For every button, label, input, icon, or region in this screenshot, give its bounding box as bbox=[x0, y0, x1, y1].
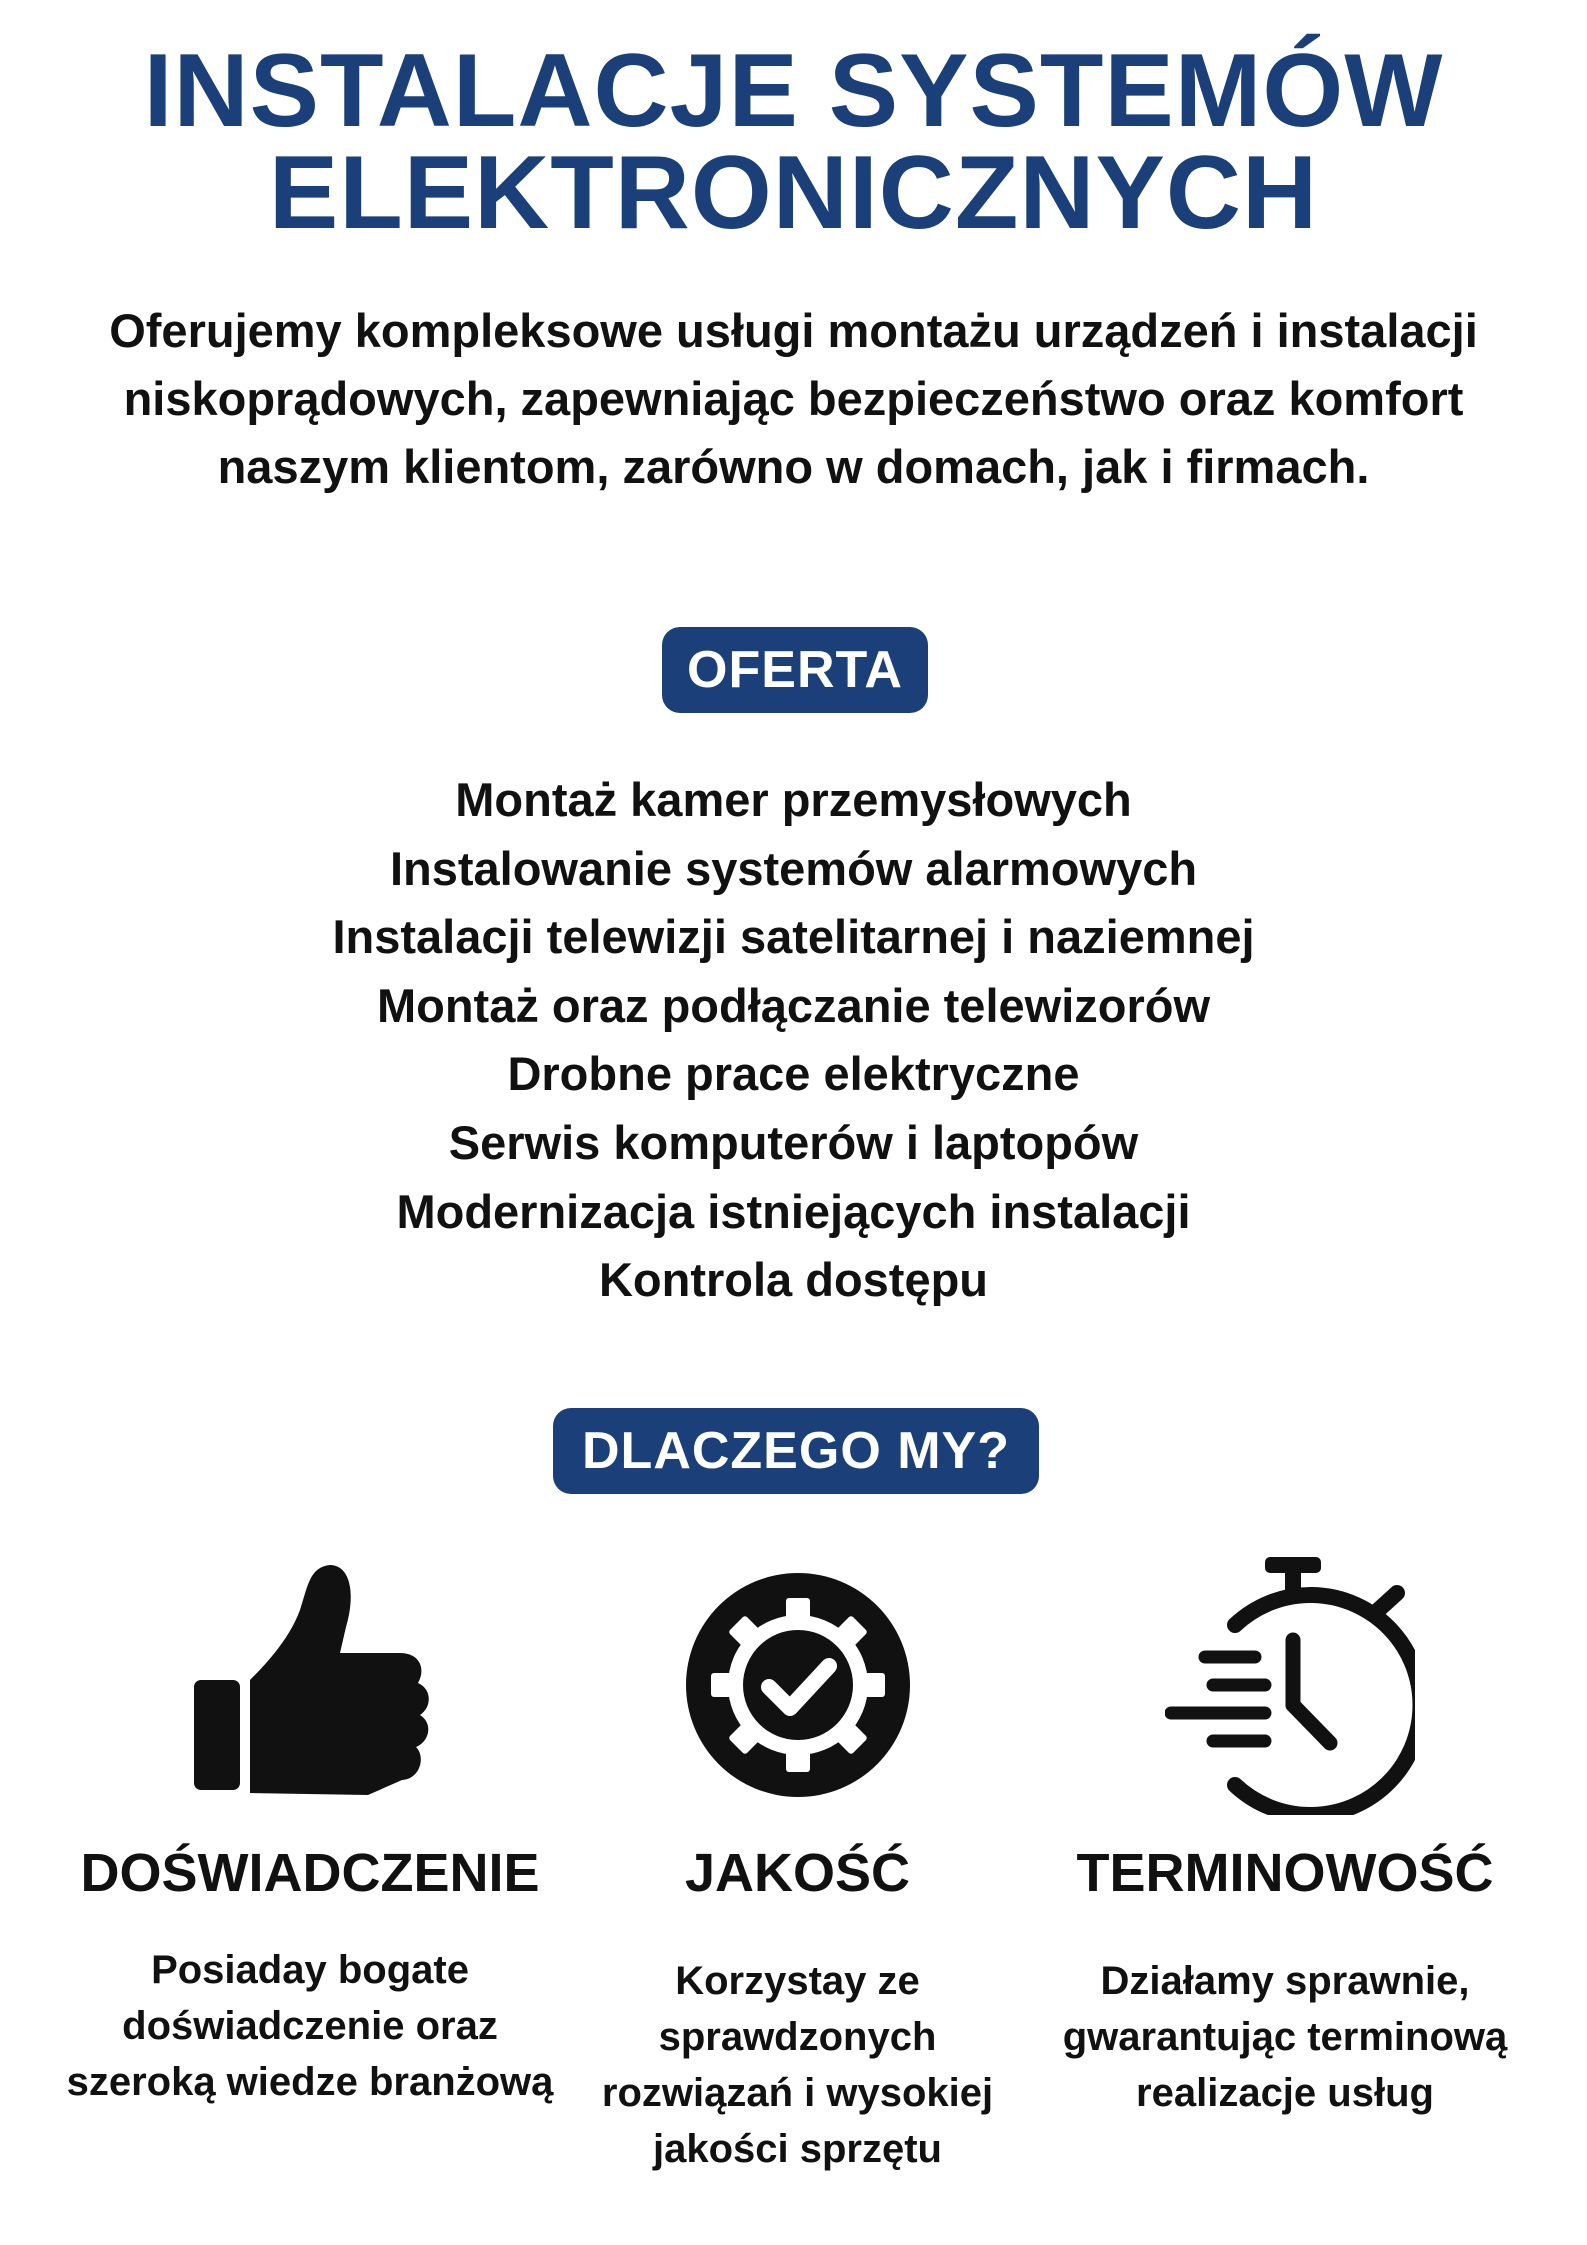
offer-item: Instalacji telewizji satelitarnej i naziemnej bbox=[332, 910, 1255, 964]
stopwatch-icon bbox=[1165, 1555, 1415, 1815]
feature-desc-quality: Korzystay ze sprawdzonych rozwiązań i wysokiej jakości sprzętu bbox=[601, 1959, 994, 2171]
page-title bbox=[0, 33, 1587, 251]
offer-item: Serwis komputerów i laptopów bbox=[448, 1115, 1139, 1169]
title-line-1: INSTALACJE SYSTEMÓW bbox=[143, 33, 1444, 149]
offer-item: Instalowanie systemów alarmowych bbox=[389, 841, 1198, 895]
feature-title-timeliness: TERMINOWOŚĆ bbox=[1076, 1843, 1494, 1903]
offer-heading-badge: OFERTA bbox=[662, 627, 928, 713]
feature-desc-timeliness: Działamy sprawnie, gwarantując terminową realizacje usług bbox=[1062, 1959, 1508, 2115]
offer-item: Montaż kamer przemysłowych bbox=[455, 773, 1132, 826]
offer-list bbox=[0, 766, 1587, 1315]
feature-title-quality: JAKOŚĆ bbox=[684, 1843, 911, 1903]
intro-text: Oferujemy kompleksowe usługi montażu urządzeń i instalacji niskoprądowych, zapewniając bezpieczeństwo oraz komfort naszym klientom, zarówno w domach, jak i firmach. bbox=[109, 304, 1478, 493]
offer-item: Modernizacja istniejących instalacji bbox=[396, 1184, 1191, 1238]
title-line-2: ELEKTRONICZNYCH bbox=[268, 135, 1319, 251]
offer-item: Kontrola dostępu bbox=[598, 1253, 989, 1307]
thumbs-up-icon bbox=[190, 1555, 430, 1805]
gear-check-icon bbox=[683, 1570, 913, 1800]
why-us-heading-badge: DLACZEGO MY? bbox=[553, 1408, 1039, 1494]
offer-item: Montaż oraz podłączanie telewizorów bbox=[376, 978, 1211, 1032]
feature-desc-experience: Posiaday bogate doświadczenie oraz szeroką wiedze branżową bbox=[66, 1948, 554, 2104]
offer-item: Drobne prace elektryczne bbox=[507, 1047, 1080, 1101]
feature-title-experience: DOŚWIADCZENIE bbox=[80, 1843, 540, 1903]
